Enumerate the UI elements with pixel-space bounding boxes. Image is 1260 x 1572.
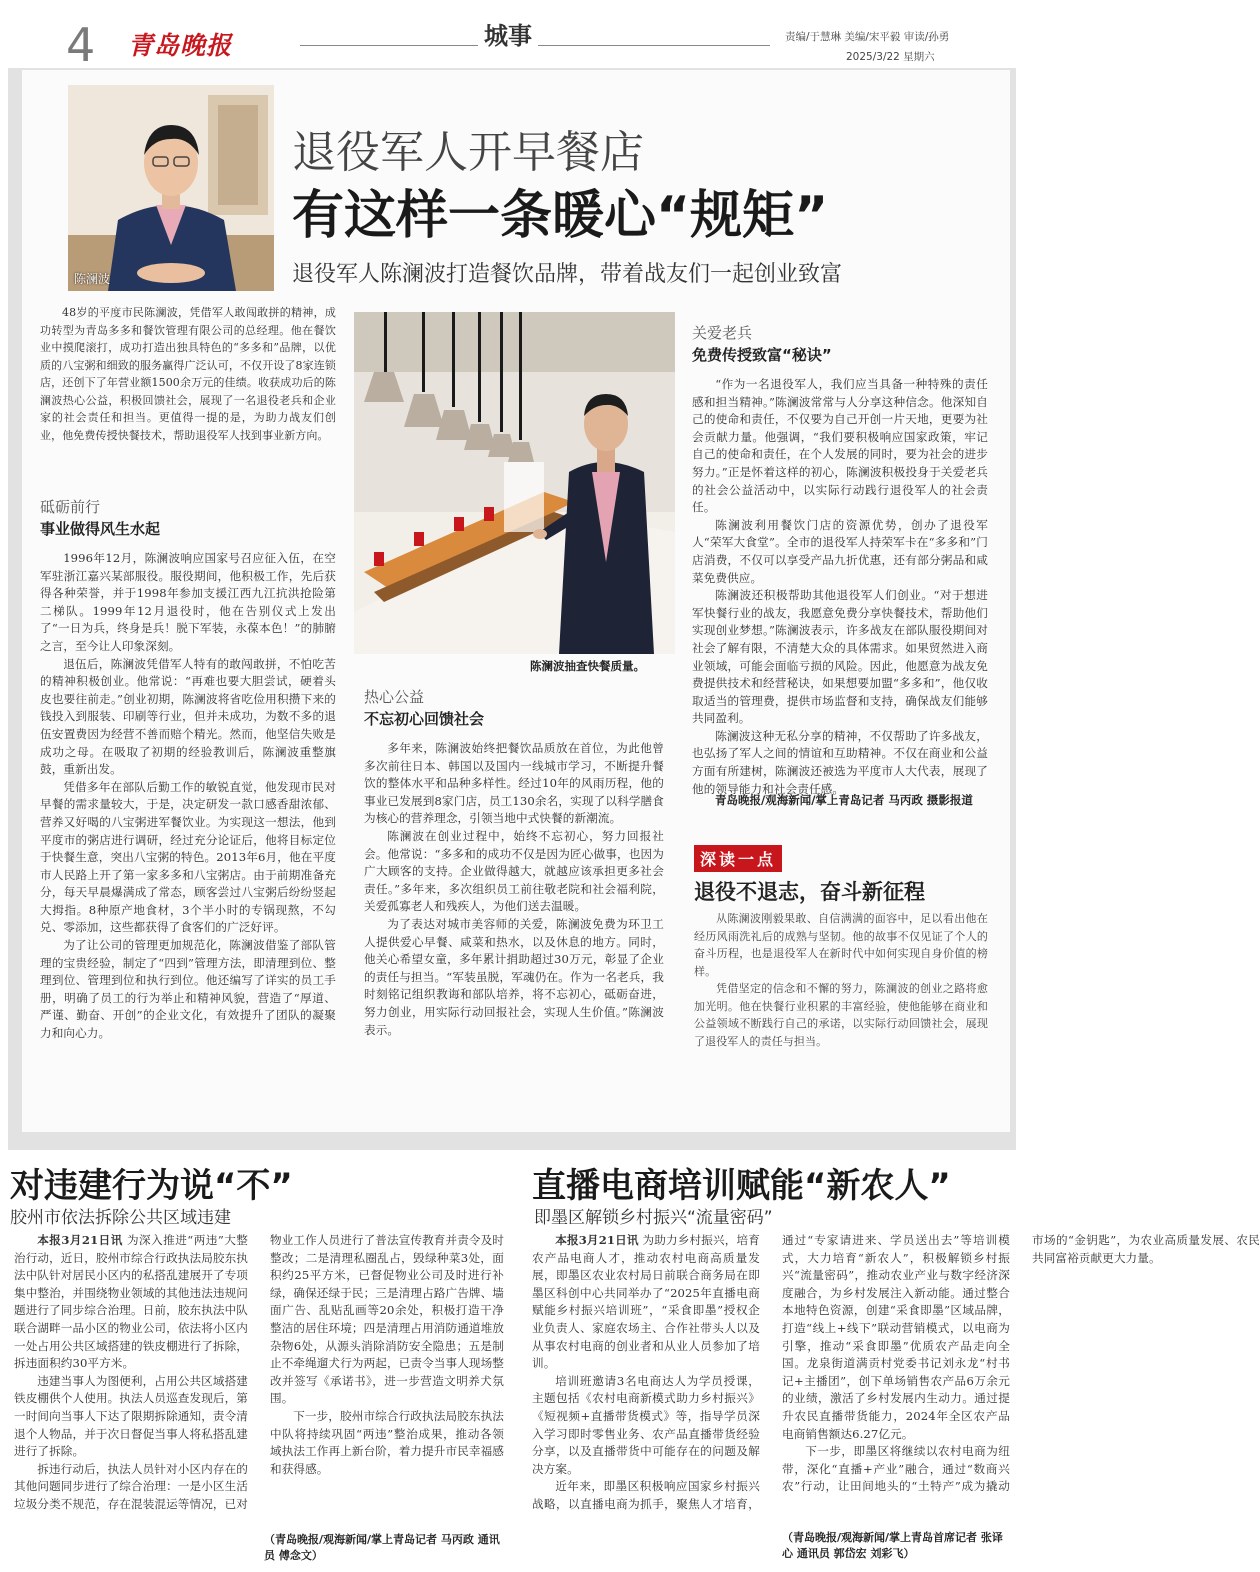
section1-paragraph: 1996年12月，陈澜波响应国家号召应征入伍，在空军驻浙江嘉兴某部服役。服役期间，他积极工作，先后获得各种荣誉，并于1998年参加支援江西九江抗洪抢险第二梯队。1999年12月退役时，他在告别仪式上发出了“一日为兵，终身是兵！脱下军装，永葆本色！”的肺腑之言，至今让人印象深刻。	[40, 551, 336, 653]
section-name: 城事	[478, 16, 538, 51]
editors-line: 责编/于慧琳 美编/宋平毅 审读/孙勇	[785, 31, 950, 43]
portrait-caption: 陈澜波	[74, 272, 111, 286]
feature-byline: 青岛晚报/观海新闻/掌上青岛记者 马丙政 摄影报道	[715, 793, 973, 807]
newspaper-brand: 青岛晚报	[128, 31, 233, 60]
section1-paragraph: 凭借多年在部队后勤工作的敏锐直觉，他发现市民对早餐的需求量较大，于是，决定研发一款口感香甜浓郁、营养又好喝的八宝粥进军餐饮业。为实现这一想法，他到平度市的粥店进行调研，经过充分论证后，他将目标定位于快餐生意，突出八宝粥的特色。2013年6月，他在平度市人民路上开了第一家多多和八宝粥店。由于前期准备充分，每天早晨爆满成了常态，顾客尝过八宝粥后纷纷竖起大拇指。8种原产地食材，3个半小时的专锅现熬，不勾兑、零添加，这些都获得了食客们的广泛好评。	[40, 779, 336, 935]
feature-title-line2: 有这样一条暖心“规矩”	[292, 186, 829, 246]
page-number: 4	[66, 18, 96, 72]
article-left-paragraph: 违建当事人为图便利，占用公共区域搭建铁皮棚供个人使用。执法人员巡查发现后，第一时间向当事人下达了限期拆除通知，责令清退个人物品，并于次日督促当事人将私搭乱建进行了拆除。	[14, 1373, 248, 1459]
feature-title-line1: 退役军人开早餐店	[292, 127, 644, 178]
deep-read-body	[694, 910, 988, 1050]
deep-read-tag: 深读一点	[694, 845, 782, 872]
section1-kicker: 砥砺前行	[40, 498, 101, 516]
buffet-illustration	[354, 312, 675, 654]
portrait-photo	[68, 85, 274, 291]
article-left-paragraph	[14, 1232, 248, 1373]
article-right-body	[532, 1232, 1260, 1528]
feature-subtitle: 退役军人陈澜波打造餐饮品牌，带着战友们一起创业致富	[292, 262, 843, 287]
article-right-paragraph: 下一步，即墨区将继续以农村电商为纽带，深化“直播+产业”融合，通过“数商兴农”行动，让田间地头的“土特产”成为撬动市场的“金钥匙”，为农业高质量发展、农民共同富裕贡献更大力量。	[782, 1233, 1260, 1494]
article-left-dateline: 本报3月21日讯	[37, 1233, 123, 1247]
intro-paragraph	[40, 304, 336, 444]
section2-paragraph: 为了表达对城市美容师的关爱，陈澜波免费为环卫工人提供爱心早餐、咸菜和热水，以及休息的地方。同时，他关心希望女童，多年累计捐助超过30万元，彰显了企业的责任与担当。“军装虽脱，军魂仍在。作为一名老兵，我时刻铭记组织教诲和部队培养，将不忘初心，砥砺奋进，努力创业，用实际行动回报社会，实现人生价值。”陈澜波表示。	[364, 916, 664, 1037]
section2-paragraph: 多年来，陈澜波始终把餐饮品质放在首位，为此他曾多次前往日本、韩国以及国内一线城市学习，不断提升餐饮的整体水平和品种多样性。经过10年的风雨历程，他的事业已发展到8家门店，员工130余名，实现了以科学膳食为核心的营养理念，引领当地中式快餐的新潮流。	[364, 741, 664, 826]
portrait-illustration	[68, 85, 274, 291]
section2-heading: 不忘初心回馈社会	[364, 710, 485, 728]
buffet-photo	[354, 312, 675, 654]
article-left-body	[14, 1232, 504, 1530]
section1-paragraph: 为了让公司的管理更加规范化，陈澜波借鉴了部队管理的宝贵经验，制定了“四到”管理方法，即清理到位、整理到位、管理到位和执行到位。他还编写了详实的员工手册，明确了员工的行为举止和精神风貌，营造了“厚道、严谨、勤奋、开创”的企业文化，有效提升了团队的凝聚力和向心力。	[40, 938, 336, 1041]
section3-paragraph: “作为一名退役军人，我们应当具备一种特殊的责任感和担当精神。”陈澜波常常与人分享这种信念。他深知自己的使命和责任，不仅要为自己开创一片天地，更要为社会贡献力量。他强调，“我们要积极响应国家政策，牢记自己的使命和责任，在个人发展的同时，要为社会的进步努力。”正是怀着这样的初心，陈澜波积极投身于关爱老兵的社会公益活动中，以实际行动践行退役军人的社会责任。	[692, 377, 988, 515]
article-left-subtitle: 胶州市依法拆除公共区域违建	[10, 1208, 231, 1228]
section2-kicker: 热心公益	[364, 688, 425, 706]
intro-text: 48岁的平度市民陈澜波，凭借军人敢闯敢拼的精神，成功转型为青岛多多和餐饮管理有限公司的总经理。他在餐饮业中摸爬滚打，成功打造出独具特色的“多多和”品牌，以优质的八宝粥和细致的服务赢得广泛认可，不仅开设了8家连锁店，还创下了年营业额1500余万元的佳绩。收获成功后的陈澜波热心公益，积极回馈社会，展现了一名退役老兵和企业家的社会责任和担当。更值得一提的是，为助力战友们创业，他免费传授快餐技术，帮助退役军人找到事业新方向。	[40, 306, 336, 442]
article-right-title: 直播电商培训赋能“新农人”	[532, 1166, 951, 1206]
article-right-paragraph: 近年来，即墨区积极响应国家乡村振兴战略，以直播电商为抓手，聚焦人才培育，通过“专家请进来、学员送出去”等培训模式，大力培育“新农人”，积极解锁乡村振兴“流量密码”，推动农业产业与数字经济深度融合，为乡村发展注入新动能。通过整合本地特色资源，创建“采食即墨”区域品牌，打造“线上+线下”联动营销模式，以电商为引擎，推动“采食即墨”优质农产品走向全国。龙泉街道满贡村党委书记刘永龙“村书记+主播团”，创下单场销售农产品6万余元的业绩，激活了乡村发展内生动力。通过提升农民直播带货能力，2024年全区农产品电商销售额达6.27亿元。	[532, 1233, 1010, 1511]
article-left-paragraph: 下一步，胶州市综合行政执法局胶东执法中队将持续巩固“两违”整治成果，推动各领域执法工作再上新台阶，着力提升市民幸福感和获得感。	[270, 1408, 504, 1476]
section3-body	[692, 376, 988, 796]
issue-date: 2025/3/22 星期六	[846, 51, 935, 63]
section3-paragraph: 陈澜波利用餐饮门店的资源优势，创办了退役军人“荣军大食堂”。全市的退役军人持荣军卡在“多多和”门店消费，不仅可以享受产品九折优惠，还有部分粥品和咸菜免费供应。	[692, 517, 988, 585]
buffet-photo-caption: 陈澜波抽查快餐质量。	[530, 659, 645, 673]
article-right-subtitle: 即墨区解锁乡村振兴“流量密码”	[534, 1208, 773, 1228]
section3-heading: 免费传授致富“秘诀”	[692, 346, 832, 364]
article-left-title: 对违建行为说“不”	[10, 1166, 293, 1206]
section3-kicker: 关爱老兵	[692, 324, 753, 342]
article-right-paragraph	[532, 1232, 760, 1373]
section1-body	[40, 550, 336, 1050]
article-right-paragraph: 培训班邀请3名电商达人为学员授课，主题包括《农村电商新模式助力乡村振兴》《短视频+直播带货模式》等，指导学员深入学习即时零售业务、农产品直播带货经验分享，以及直播带货中可能存在的问题及解决方案。	[532, 1373, 760, 1476]
section3-paragraph: 陈澜波还积极帮助其他退役军人们创业。“对于想进军快餐行业的战友，我愿意免费分享快餐技术，帮助他们实现创业梦想。”陈澜波表示，许多战友在部队服役期间对社会了解有限，不清楚大众的具体需求。如果贸然进入商业领域，可能会面临亏损的风险。因此，他愿意为战友免费提供技术和经营秘诀，如果想要加盟“多多和”，他仅收取适当的管理费，提供市场监督和支持，确保战友们能够共同盈利。	[692, 588, 988, 726]
article-left-paragraph: 拆违行动后，执法人员针对小区内存在的其他问题同步进行了综合治理：一是小区生活垃圾分类不规范，存在混装混运等情况，已对物业工作人员进行了普法宣传教育并责令及时整改；二是清理私圈乱占，毁绿种菜3处，面积约25平方米，已督促物业公司及时进行补绿，确保还绿于民；三是清理占路广告牌、墙面广告、乱贴乱画等20余处，积极打造干净整洁的居住环境；四是清理占用消防通道堆放杂物6处，从源头消除消防安全隐患；五是制止不牵绳遛犬行为两起，已责令当事人现场整改并签写《承诺书》，进一步营造文明养犬氛围。	[14, 1233, 504, 1511]
section2-body	[364, 740, 664, 1070]
article-right-byline: （青岛晚报/观海新闻/掌上青岛首席记者 张译心 通讯员 郭岱宏 刘彩飞）	[782, 1531, 1003, 1560]
section3-paragraph: 陈澜波这种无私分享的精神，不仅帮助了许多战友，也弘扬了军人之间的情谊和互助精神。不仅在商业和公益方面有所建树，陈澜波还被选为平度市人大代表，展现了他的领导能力和社会责任感。	[692, 728, 988, 796]
article-right-dateline: 本报3月21日讯	[555, 1233, 639, 1247]
article-left-lead-text: 为深入推进“两违”大整治行动，近日，胶州市综合行政执法局胶东执法中队针对居民小区内的私搭乱建展开了专项集中整治，并围绕物业领域的其他违法违规问题进行了同步综合治理。日前，胶东执法中队联合湖畔一品小区的物业公司，依法将小区内一处占用公共区域搭建的铁皮棚进行了拆除，拆违面积约30平方米。	[14, 1233, 248, 1371]
section1-paragraph: 退伍后，陈澜波凭借军人特有的敢闯敢拼，不怕吃苦的精神积极创业。他常说：“再难也要大胆尝试，硬着头皮也要往前走。”创业初期，陈澜波将省吃俭用积攒下来的钱投入到服装、印刷等行业，但并未成功，为数不多的退伍安置费因为经营不善而赔个精光。然而，他坚信失败是成功之母。在吸取了初期的经验教训后，陈澜波重整旗鼓，重新出发。	[40, 656, 336, 777]
section2-paragraph: 陈澜波在创业过程中，始终不忘初心，努力回报社会。他常说：“多多和的成功不仅是因为匠心做事，也因为广大顾客的支持。企业做得越大，就越应该承担更多社会责任。”多年来，多次组织员工前往敬老院和社会福利院，关爱孤寡老人和残疾人，为他们送去温暖。	[364, 828, 664, 914]
article-left-byline: （青岛晚报/观海新闻/掌上青岛记者 马丙政 通讯员 傅念文）	[264, 1533, 500, 1562]
deep-read-paragraph: 凭借坚定的信念和不懈的努力，陈澜波的创业之路将愈加光明。他在快餐行业积累的丰富经验，使他能够在商业和公益领域不断践行自己的承诺，以实际行动回馈社会，展现了退役军人的责任与担当。	[694, 982, 988, 1048]
deep-read-title: 退役不退志，奋斗新征程	[694, 880, 925, 904]
article-right-lead-text: 为助力乡村振兴，培育农产品电商人才，推动农村电商高质量发展，即墨区农业农村局日前联合商务局在即墨区科创中心共同举办了“2025年直播电商赋能乡村振兴培训班”，“采食即墨”授权企业负责人、家庭农场主、合作社带头人以及从事农村电商的创业者和从业人员参加了培训。	[532, 1233, 760, 1371]
section1-heading: 事业做得风生水起	[40, 520, 161, 538]
deep-read-paragraph: 从陈澜波刚毅果敢、自信满满的面容中，足以看出他在经历风雨洗礼后的成熟与坚韧。他的故事不仅见证了个人的奋斗历程，也是退役军人在新时代中如何实现自身价值的榜样。	[694, 912, 988, 978]
